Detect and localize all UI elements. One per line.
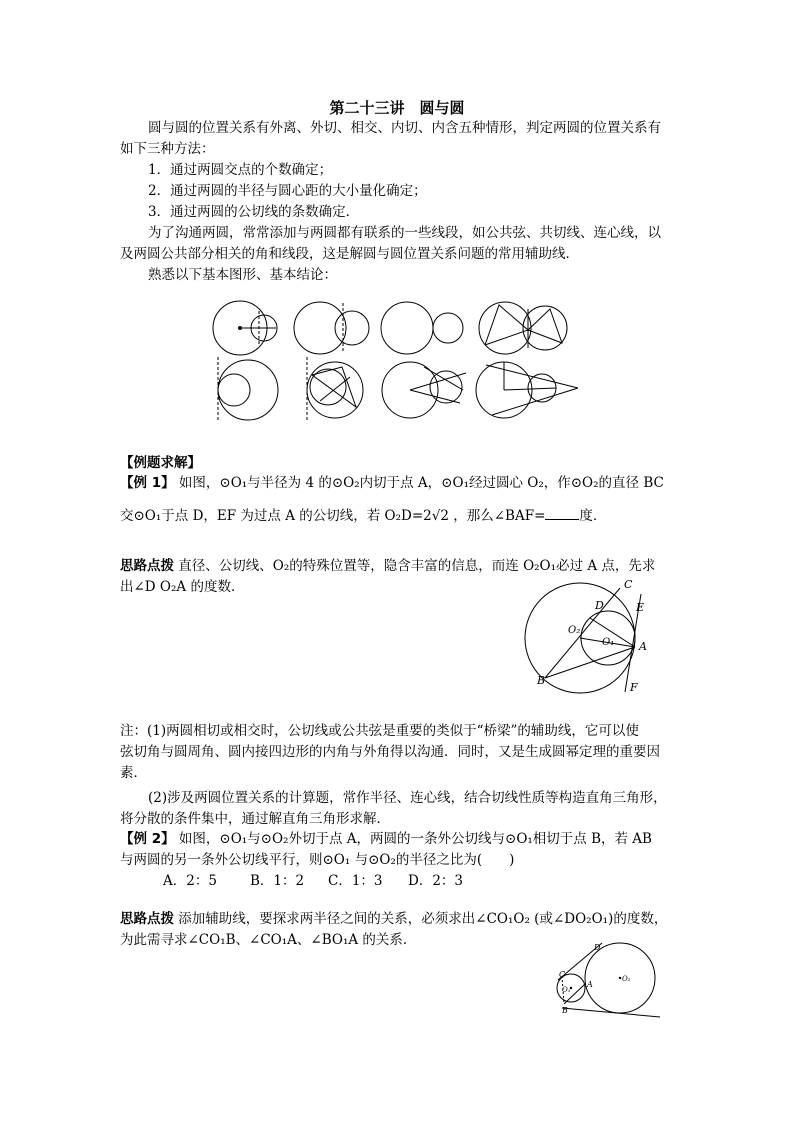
fig1-label-b: B	[537, 674, 546, 687]
option-c[interactable]: C．1：3	[328, 873, 383, 889]
note-line-3: 素．	[120, 765, 147, 781]
answer-blank[interactable]	[545, 506, 579, 520]
hint-label-2: 思路点拨	[120, 911, 174, 927]
fig1-label-c: C	[624, 578, 633, 591]
basic-figure-8	[476, 362, 578, 418]
aux-line-2: 及两圆公共部分相关的角和线段，这是解圆与圆位置关系问题的常用辅助线．	[120, 246, 579, 262]
example1-text-1: 如图，⊙O₁与半径为 4 的⊙O₂内切于点 A，⊙O₁经过圆心 O₂，作⊙O₂的直径 BC	[178, 475, 664, 491]
basic-figure-2	[294, 302, 369, 354]
basic-figure-3	[381, 302, 463, 354]
example1-text-2-end: 度．	[579, 508, 607, 524]
fig1-label-o1: O₁	[602, 637, 615, 648]
fig1-label-e: E	[636, 601, 645, 614]
option-b[interactable]: B．1：2	[250, 873, 305, 889]
example2-label: 【例 2】	[120, 831, 175, 847]
intro-line-1: 圆与圆的位置关系有外离、外切、相交、内切、内含五种情形，判定两圆的位置关系有	[148, 120, 661, 136]
basic-figures	[210, 295, 580, 425]
basic-figure-6	[307, 357, 363, 420]
fig1-label-a: A	[639, 640, 647, 653]
example1-hint-line-1	[120, 557, 655, 575]
method-1: 1．通过两圆交点的个数确定；	[148, 162, 333, 178]
example2-line-1	[120, 830, 652, 848]
basic-figure-7	[382, 362, 466, 418]
fig2-label-o2: O₂	[622, 975, 631, 983]
example1-label: 【例 1】	[120, 475, 175, 491]
fig1-label-f: F	[630, 681, 638, 694]
fig1-label-o2: O₂	[568, 625, 581, 636]
page-title: 第二十三讲 圆与圆	[329, 99, 465, 117]
hint-label-1: 思路点拨	[120, 558, 174, 574]
example1-figure	[520, 574, 660, 700]
option-d[interactable]: D．2：3	[408, 873, 464, 889]
example2-hint-line-2: 为此需寻求∠CO₁B、∠CO₁A、∠BO₁A 的关系．	[120, 932, 417, 948]
fig2-label-b: B	[562, 1006, 568, 1015]
note-line-2: 弦切角与圆周角、圆内接四边形的内角与外角得以沟通．同时，又是生成圆幂定理的重要因	[120, 744, 660, 760]
example2-hint-line-1	[120, 910, 667, 928]
method-3: 3．通过两圆的公切线的条数确定．	[148, 204, 360, 220]
basic-figure-5	[218, 357, 278, 420]
fig2-label-a: A	[587, 980, 593, 989]
basic-figure-4	[479, 302, 567, 354]
section-heading: 【例题求解】	[120, 455, 201, 471]
example2-line-2: 与两圆的另一条外公切线平行，则⊙O₁ 与⊙O₂的半径之比为( )	[120, 852, 515, 868]
fig2-label-c: C	[559, 970, 566, 979]
hint-text-1: 直径、公切线、O₂的特殊位置等，隐含丰富的信息，而连 O₂O₁必过 A 点，先求	[178, 558, 656, 574]
example1-text-2: 交⊙O₁于点 D，EF 为过点 A 的公切线，若 O₂D=2√2 ，那么∠BAF=	[120, 508, 546, 524]
example1-hint-line-2: 出∠D O₂A 的度数．	[120, 579, 245, 595]
note-line-1: 注：(1)两圆相切或相交时，公切线或公共弦是重要的类似于“桥梁”的辅助线，它可以使	[120, 723, 639, 739]
fig2-label-d: D	[594, 943, 601, 952]
example2-figure	[552, 938, 662, 1016]
familiar-line: 熟悉以下基本图形、基本结论：	[148, 267, 337, 283]
method-2: 2．通过两圆的半径与圆心距的大小量化确定；	[148, 183, 427, 199]
example1-line-2	[120, 506, 606, 525]
intro-line-2: 如下三种方法：	[120, 141, 215, 157]
option-a[interactable]: A．2：5	[163, 873, 217, 889]
example1-line-1	[120, 474, 664, 492]
fig1-label-d: D	[595, 599, 604, 612]
fig2-label-o1: O₁	[562, 986, 571, 994]
basic-figure-1	[213, 301, 277, 355]
note-line-5: 将分散的条件集中，通过解直角三角形求解．	[120, 811, 390, 827]
hint-text-2: 添加辅助线，要探求两半径之间的关系，必须求出∠CO₁O₂ (或∠DO₂O₁)的度数，	[178, 911, 668, 927]
note-line-4: (2)涉及两圆位置关系的计算题，常作半径、连心线，结合切线性质等构造直角三角形，	[148, 790, 667, 806]
aux-line-1: 为了沟通两圆，常常添加与两圆都有联系的一些线段，如公共弦、共切线、连心线，以	[148, 225, 661, 241]
example2-text-1: 如图，⊙O₁与⊙O₂外切于点 A，两圆的一条外公切线与⊙O₁相切于点 B，若 AB	[178, 831, 652, 847]
